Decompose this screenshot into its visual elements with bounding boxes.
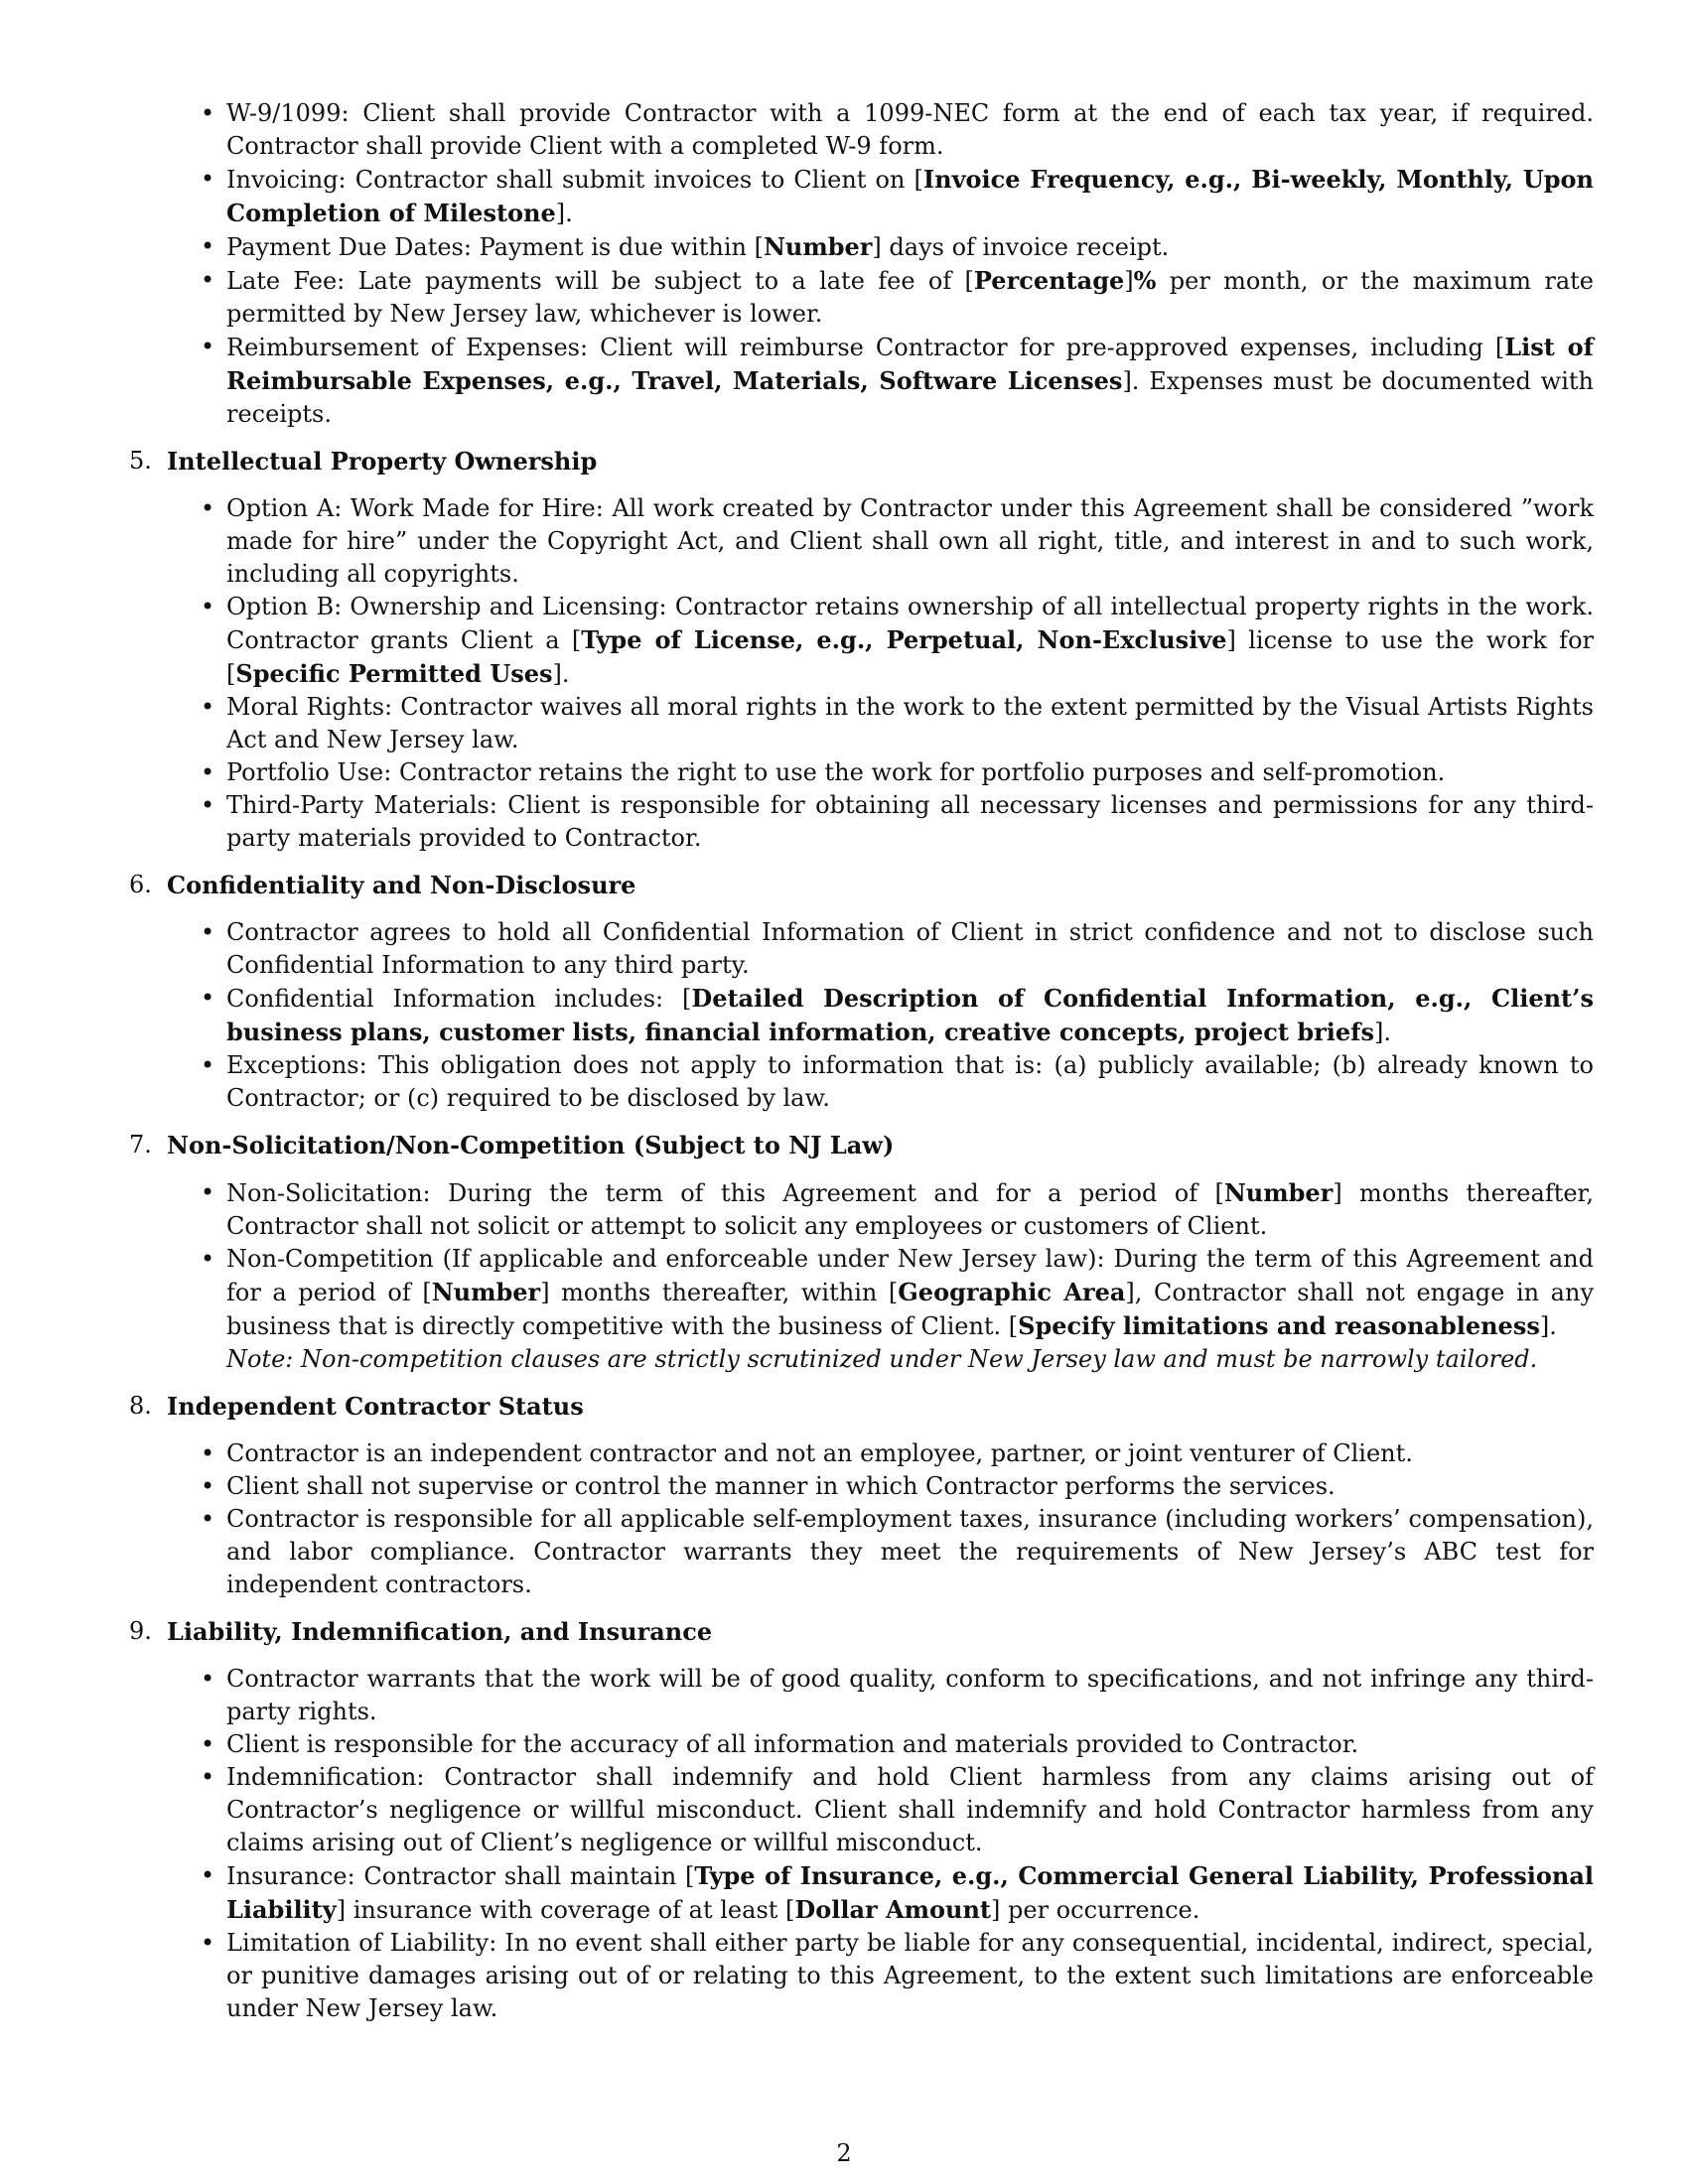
list-item: • Option B: Ownership and Licensing: Contractor retains ownership of all intellectual property rights in the work. Contractor grants Client a [Type of License, e.g., Perpetual, Non-Exclusive] license to use the work for [Specific Permitted Uses]. xyxy=(226,591,1594,691)
list-item: • Payment Due Dates: Payment is due within [Number] days of invoice receipt. xyxy=(226,230,1594,264)
section-number: 5. xyxy=(129,447,152,475)
section-title: Non-Solicitation/Non-Competition (Subject to NJ Law) xyxy=(167,1131,895,1160)
list-item: • Option A: Work Made for Hire: All work created by Contractor under this Agreement shall be considered ”work made for hire” under the Copyright Act, and Client shall own all right, title, and interest in and to such work, including all copyrights. xyxy=(226,492,1594,591)
section-9-list xyxy=(129,1663,1594,2025)
section-heading xyxy=(129,1615,1594,1648)
list-item: • Portfolio Use: Contractor retains the right to use the work for portfolio purposes and self-promotion. xyxy=(226,756,1594,789)
section-title: Liability, Indemnification, and Insurance xyxy=(167,1617,713,1646)
list-item: • Indemnification: Contractor shall indemnify and hold Client harmless from any claims arising out of Contractor’s negligence or willful misconduct. Client shall indemnify and hold Contractor harmless from any claims arising out of Client’s negligence or willful misconduct. xyxy=(226,1761,1594,1859)
section-5-list xyxy=(129,492,1594,855)
list-item: • Exceptions: This obligation does not apply to information that is: (a) publicly available; (b) already known to Contractor; or (c) required to be disclosed by law. xyxy=(226,1049,1594,1115)
section-title: Independent Contractor Status xyxy=(167,1392,584,1421)
section-number: 6. xyxy=(129,871,152,898)
list-item: • Invoicing: Contractor shall submit invoices to Client on [Invoice Frequency, e.g., Bi-weekly, Monthly, Upon Completion of Milestone]. xyxy=(226,163,1594,230)
list-item: • Reimbursement of Expenses: Client will reimburse Contractor for pre-approved expenses, including [List of Reimbursable Expenses, e.g., Travel, Materials, Software Licenses]. Expenses must be documented with receipts. xyxy=(226,331,1594,431)
list-item: • Moral Rights: Contractor waives all moral rights in the work to the extent permitted by the Visual Artists Rights Act and New Jersey law. xyxy=(226,691,1594,756)
list-item: • Insurance: Contractor shall maintain [Type of Insurance, e.g., Commercial General Liability, Professional Liability] insurance with coverage of at least [Dollar Amount] per occurrence. xyxy=(226,1859,1594,1927)
list-item: • Non-Competition (If applicable and enforceable under New Jersey law): During the term of this Agreement and for a period of [Number] months thereafter, within [Geographic Area], Contractor shall not engage in any business that is directly competitive with the business of Client. [Specify limitations and reasonableness]. Note: Non-competition clauses are strictly scrutinized under New Jersey law and must be narrowly tailored. xyxy=(226,1243,1594,1376)
section-6 xyxy=(129,869,1594,1115)
list-item: • Contractor agrees to hold all Confidential Information of Client in strict confidence and not to disclose such Confidential Information to any third party. xyxy=(226,916,1594,982)
section-9 xyxy=(129,1615,1594,2025)
section-heading xyxy=(129,1390,1594,1423)
section-8-list xyxy=(129,1437,1594,1601)
list-item: • Late Fee: Late payments will be subject to a late fee of [Percentage]% per month, or the maximum rate permitted by New Jersey law, whichever is lower. xyxy=(226,264,1594,331)
list-item: • Client shall not supervise or control the manner in which Contractor performs the services. xyxy=(226,1470,1594,1503)
section-7-list xyxy=(129,1176,1594,1376)
section-heading xyxy=(129,869,1594,901)
section-number: 9. xyxy=(129,1617,152,1645)
section-heading xyxy=(129,1129,1594,1161)
section-6-list xyxy=(129,916,1594,1115)
section-8 xyxy=(129,1390,1594,1601)
section-title: Intellectual Property Ownership xyxy=(167,447,598,476)
list-item: • Contractor is an independent contractor and not an employee, partner, or joint venturer of Client. xyxy=(226,1437,1594,1470)
list-item: • Client is responsible for the accuracy of all information and materials provided to Contractor. xyxy=(226,1728,1594,1761)
page-content xyxy=(129,97,1594,2025)
note-text: Note: Non-competition clauses are strictly scrutinized under New Jersey law and must be narrowly tailored. xyxy=(226,1345,1538,1373)
list-item: • Non-Solicitation: During the term of this Agreement and for a period of [Number] months thereafter, Contractor shall not solicit or attempt to solicit any employees or customers of Client. xyxy=(226,1176,1594,1243)
list-item: • Contractor is responsible for all applicable self-employment taxes, insurance (including workers’ compensation), and labor compliance. Contractor warrants they meet the requirements of New Jersey’s ABC test for independent contractors. xyxy=(226,1503,1594,1601)
list-item: • Third-Party Materials: Client is responsible for obtaining all necessary licenses and permissions for any third-party materials provided to Contractor. xyxy=(226,789,1594,855)
section-5 xyxy=(129,445,1594,855)
section-heading xyxy=(129,445,1594,478)
section-4-continued-list xyxy=(129,97,1594,431)
section-number: 7. xyxy=(129,1131,152,1159)
section-7 xyxy=(129,1129,1594,1376)
list-item: • Contractor warrants that the work will be of good quality, conform to specifications, and not infringe any third-party rights. xyxy=(226,1663,1594,1728)
section-title: Confidentiality and Non-Disclosure xyxy=(167,871,636,899)
list-item: • W-9/1099: Client shall provide Contractor with a 1099-NEC form at the end of each tax year, if required. Contractor shall provide Client with a completed W-9 form. xyxy=(226,97,1594,163)
list-item: • Limitation of Liability: In no event shall either party be liable for any consequential, incidental, indirect, special, or punitive damages arising out of or relating to this Agreement, to the extent such limitations are enforceable under New Jersey law. xyxy=(226,1927,1594,2025)
list-item: • Confidential Information includes: [Detailed Description of Confidential Information, e.g., Client’s business plans, customer lists, financial information, creative concepts, project briefs]. xyxy=(226,982,1594,1049)
section-number: 8. xyxy=(129,1392,152,1420)
page-number: 2 xyxy=(836,2139,852,2167)
